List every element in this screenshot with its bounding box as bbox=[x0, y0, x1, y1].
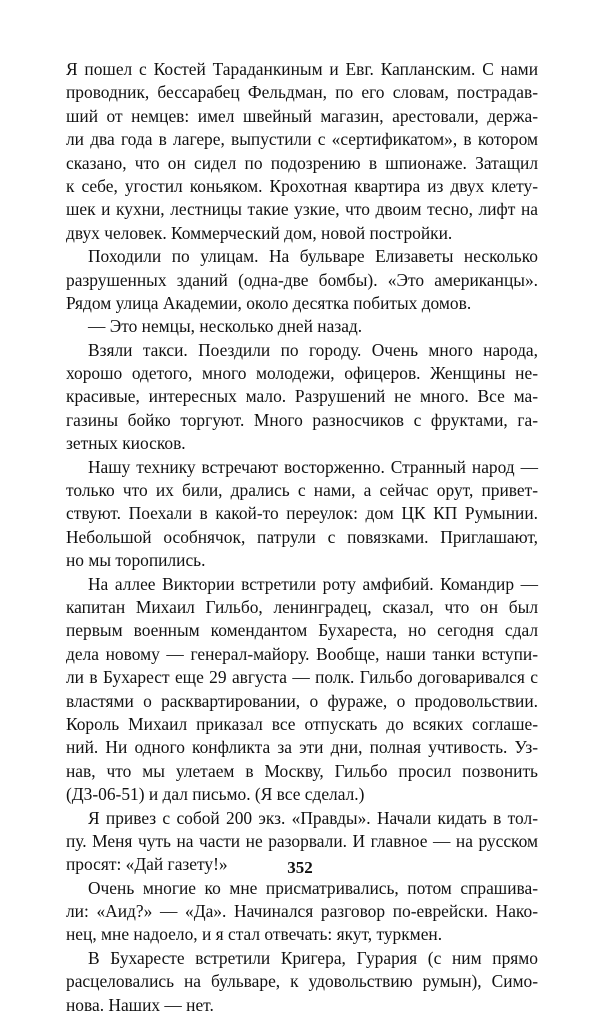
text-line: первым военным комендантом Бухареста, но сегодня сдал bbox=[66, 620, 538, 641]
text-line: нова. Наших — нет. bbox=[66, 994, 214, 1015]
text-line: Я привез с собой 200 экз. «Правды». Начали кидать в тол- bbox=[88, 807, 538, 828]
paragraph bbox=[66, 58, 538, 245]
text-line: Взяли такси. Поездили по городу. Очень много народа, bbox=[88, 339, 538, 360]
text-line: Нашу технику встречают восторженно. Странный народ — bbox=[88, 456, 538, 477]
text-line: — Это немцы, несколько дней назад. bbox=[88, 316, 363, 337]
text-line: дела новому — генерал-майору. Вообще, наши танки вступи- bbox=[66, 643, 538, 664]
text-line: ли два года в лагере, выпустили с «сертификатом», в котором bbox=[66, 129, 538, 150]
text-line: просят: «Дай газету!» bbox=[66, 854, 228, 875]
text-line: Король Михаил приказал все отпускать до всяких соглаше- bbox=[66, 713, 538, 734]
paragraph bbox=[66, 456, 538, 573]
text-line: На аллее Виктории встретили роту амфибий. Командир — bbox=[88, 573, 538, 594]
text-line: красивые, интересных мало. Разрушений не много. Все ма- bbox=[66, 386, 538, 407]
text-line: сказано, что он сидел по подозрению в шпионаже. Затащил bbox=[66, 152, 538, 173]
text-line: ли в Бухарест еще 29 августа — полк. Гильбо договаривался с bbox=[66, 667, 538, 688]
text-line: газины бойко торгуют. Много разносчиков с фруктами, га- bbox=[66, 409, 538, 430]
text-line: Небольшой особнячок, патрули с повязками. Приглашают, bbox=[66, 526, 538, 547]
paragraph bbox=[66, 245, 538, 315]
text-line: ний. Ни одного конфликта за эти дни, полная учтивость. Уз- bbox=[66, 737, 538, 758]
text-line: нав, что мы улетаем в Москву, Гильбо просил позвонить bbox=[66, 760, 538, 781]
text-line: шек и кухни, лестницы такие узкие, что двоим тесно, лифт на bbox=[66, 199, 538, 220]
text-line: ли: «Аид?» — «Да». Начинался разговор по-еврейски. Нако- bbox=[66, 901, 538, 922]
text-line: пу. Меня чуть на части не разорвали. И главное — на русском bbox=[66, 830, 538, 851]
paragraph bbox=[66, 315, 538, 338]
page-number: 352 bbox=[287, 858, 313, 877]
text-line: капитан Михаил Гильбо, ленинградец, сказал, что он был bbox=[66, 596, 538, 617]
paragraph bbox=[66, 877, 538, 947]
text-line: Походили по улицам. На бульваре Елизаветы несколько bbox=[88, 246, 538, 267]
text-line: проводник, бессарабец Фельдман, по его словам, пострадав- bbox=[66, 82, 538, 103]
text-line: Очень многие ко мне присматривались, потом спрашива- bbox=[88, 877, 538, 898]
paragraph bbox=[66, 339, 538, 456]
paragraph bbox=[66, 947, 538, 1017]
text-line: Я пошел с Костей Тараданкиным и Евг. Капланским. С нами bbox=[66, 59, 538, 79]
text-line: хорошо одетого, много молодежи, офицеров. Женщины не- bbox=[66, 363, 538, 384]
text-line: ший от немцев: имел швейный магазин, арестовали, держа- bbox=[66, 105, 538, 126]
text-line: двух человек. Коммерческий дом, новой постройки. bbox=[66, 222, 453, 243]
text-line: зетных киосков. bbox=[66, 433, 186, 454]
text-line: только что их били, дрались с нами, а сейчас орут, привет- bbox=[66, 480, 538, 501]
text-line: нец, мне надоело, и я стал отвечать: якут, туркмен. bbox=[66, 924, 443, 945]
text-line: к себе, угостил коньяком. Крохотная квартира из двух клету- bbox=[66, 175, 538, 196]
paragraph bbox=[66, 573, 538, 807]
text-line: разрушенных зданий (одна-две бомбы). «Это американцы». bbox=[66, 269, 538, 290]
text-line: но мы торопились. bbox=[66, 550, 206, 571]
text-line: В Бухаресте встретили Кригера, Гурария (с ним прямо bbox=[88, 947, 538, 968]
text-line: ствуют. Поехали в какой-то переулок: дом ЦК КП Румынии. bbox=[66, 503, 538, 524]
text-line: (Д3-06-51) и дал письмо. (Я все сделал.) bbox=[66, 784, 365, 805]
text-line: властями о расквартировании, о фураже, о продовольствии. bbox=[66, 690, 538, 711]
text-line: расцеловались на бульваре, к удовольствию румын), Симо- bbox=[66, 971, 538, 992]
text-line: Рядом улица Академии, около десятка побитых домов. bbox=[66, 292, 472, 313]
